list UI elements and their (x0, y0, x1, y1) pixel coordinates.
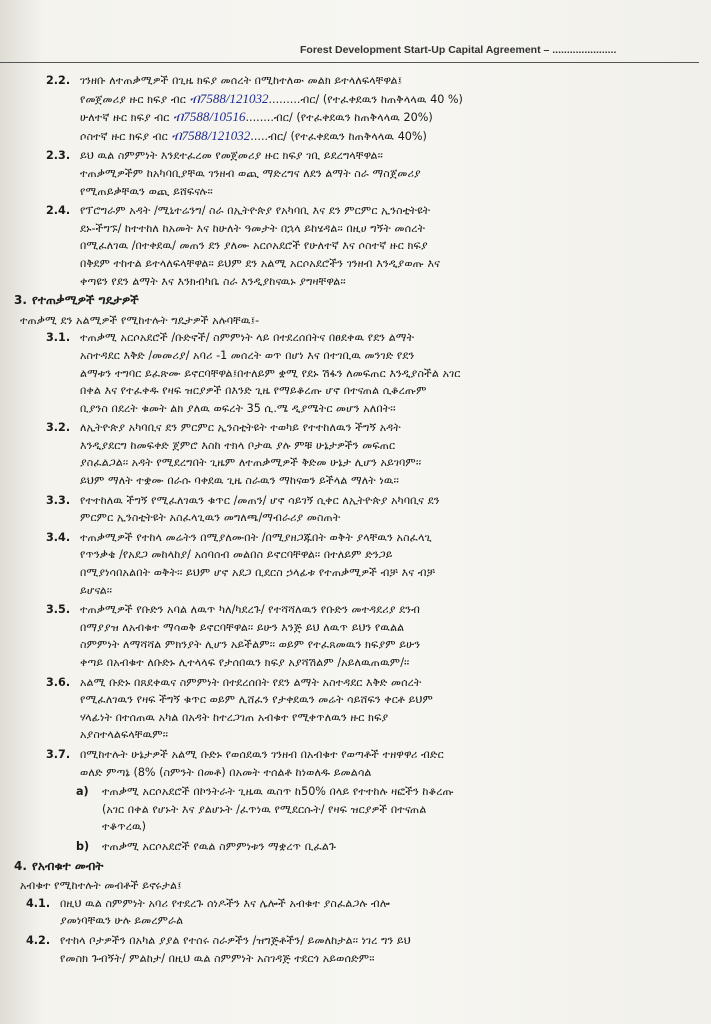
subclause-letter: b) (76, 839, 90, 853)
section-title: የተጠቃሚዎች ግዴታዎች (32, 293, 139, 308)
clause-line: ይህም ማለት ተቋሙ በራሱ ባቀደዉ ጊዜ ስራዉን ማከናወን ይችላል ማለት ነዉ፡፡ (80, 474, 399, 488)
subclause-a (14, 783, 696, 836)
payment-label: ሶስተኛ ዙር ክፍያ ብር (80, 129, 168, 143)
clause-number: 3.6. (46, 675, 71, 689)
clause-line: የፕሮግራም አዳት /ሚኒተሬንግ/ ስራ በኢትዮጵያ የአካባቢ እና ደን ምርምር ኢንስቲትዩት (80, 204, 431, 218)
clause-line: ያመነባቸዉን ሁሉ ይመረምራል (60, 914, 184, 928)
payment-row-1 (80, 90, 696, 109)
clause-number: 3.7. (46, 747, 71, 761)
section-4-heading (14, 858, 696, 876)
section-intro: ተጠቃሚ ደን አልሚዎች የሚከተሉት ግዴታዎች አሉባቸዉ፤- (20, 313, 260, 327)
clause-line: ይሆናል፡፡ (80, 583, 113, 597)
clause-number: 2.4. (46, 204, 71, 218)
clause-line: ተጠቃሚዎች የተከላ መሬትን በሚያለሙበት /በሚያዘጋጁበት ወቅት ያላቸዉን አስፈላጊ (80, 530, 432, 544)
clause-line: ለኢትዮጵያ አካባቢና ደን ምርምር ኢንስቲትዩት ተወካይ የተተከለዉን ችግኝ አዳት (80, 421, 401, 435)
clause-line: የጥንቃቄ /የአደጋ መከላከያ/ አሰባሰብ መልበስ ይኖርባቸዋል፡፡ በተለይም ድንጋይ (80, 548, 393, 562)
clause-line: ሃላፊነት በተሰጠዉ አካል በአዳት ከተረጋገጠ አብቁተ የሚቀጥለዉን ዙር ክፍያ (80, 710, 389, 724)
clause-number: 2.3. (46, 149, 71, 163)
payment-label: ሁለተኛ ዙር ክፍያ ብር (80, 111, 170, 125)
section-number: 4. (14, 858, 27, 873)
clause-3-4 (14, 529, 696, 599)
clause-line: በቀል እና የተፈቀዱ የዛፍ ዝርያዎች በእንድ ጊዜ የማይቆረጡ ሆኖ በተናጠል ሲቆረጡም (80, 384, 427, 398)
clause-number: 3.4. (46, 530, 71, 544)
clause-line: በሚፈለገዉ /በተቀደዉ/ መጠን ደን ያለሙ አርሶአደሮች የሁለተኛ እና ሶስተኛ ዙር ክፍያ (80, 239, 428, 253)
clause-line: ገንዘቡ ለተጠቃሚዎች በጊዜ ክፍያ መሰረት በሚከተለው መልክ ይተላለፍላቸዋል፤ (80, 74, 403, 87)
subclause-letter: a) (76, 785, 89, 799)
clause-number: 4.2. (26, 933, 51, 947)
section-title: የአብቁተ መብት (32, 858, 104, 873)
currency-unit: ብር/ (268, 129, 287, 143)
clause-line: አስተዳደር እቅድ /መመሪያ/ አባሪ -1 መሰረት ወጥ በሆነ እና በተገቢዉ መንገድ የደን (80, 348, 415, 362)
clause-4-1 (14, 895, 696, 930)
payment-row-3 (80, 127, 696, 146)
clause-number: 3.1. (46, 331, 71, 345)
clause-line: ያስፈልጋል፡፡ አዳት የሚደረግበት ጊዜም ለተጠቃሚዎች ቅድመ ሁኔታ ሊሆን አይገባም፡፡ (80, 456, 422, 470)
clause-line: የሚፈለገዉን የዛፍ ችግኝ ቁጥር ወይም ሊሸፈን የታቀደዉን መሬት ሳይሸፍን ቀርቶ ይህም (80, 693, 433, 707)
section-intro: አብቁተ የሚከተሉት መብቶች ይኖሩታል፤ (20, 879, 182, 893)
clause-line: በማያያዝ ለአብቁተ ማሳወቅ ይኖርባቸዋል፡፡ ይሁን እንጅ ይህ ለዉጥ ይህን የዉልል (80, 620, 405, 634)
clause-2-4 (14, 202, 696, 290)
section-3-heading (14, 292, 696, 310)
fill-dots: ..... (250, 129, 269, 143)
clause-line: ቀጣይ በአብቁተ ለቡድኑ ሊተላላፍ የታሰበዉን ክፍያ አያሻሽልም /አይለዉጠዉም/፡፡ (80, 656, 410, 669)
clause-line: ተጠቃሚ አርሶአደሮች የዉል ስምምነቱን ማቋረጥ ቢፈልጉ (102, 839, 337, 853)
clause-number: 3.5. (46, 603, 71, 617)
clause-line: ደኑ-ችግኙ/ ከተተከለ ከአመት እና ከሁለት ዓመታት በኋላ ይከሄዳል፡፡ በዚሀ ግኝት መሰረት (80, 221, 426, 235)
clause-line: እንዲያደርግ ከመፍቀድ ጀምሮ እስከ ተክላ ቦታዉ ያሉ ምቹ ሁኔታዎችን መፍጠር (80, 438, 396, 452)
clause-3-7 (14, 746, 696, 781)
clause-line: በቅደም ተከተል ይተላለፍላቸዋል፡፡ ይህም ደን አልሚ አርሶአደሮችን ገንዘብ እንዲያወጡ እና (80, 256, 441, 270)
clause-line: የመስክ ጉብኝት/ ምልከታ/ በዚህ ዉል ስምምነት አስገዳጅ ተደርጎ አይወሰድም፡፡ (60, 951, 375, 965)
clause-line: በሚያነሳበአልበት ወቅት፡፡ ይህም ሆኖ አደጋ ቢደርስ ኃላፊቱ የተጠቃሚዎች ብቻ እና ብቻ (80, 566, 436, 580)
section-number: 3. (14, 293, 27, 308)
clause-line: የተከላ ቦታዎችን በአካል ያያል የተሰሩ ስራዎችን /ዝግጅቶችን/ ይመለከታል፡፡ ነገረ ግን ይህ (60, 933, 411, 947)
page-header: Forest Development Start-Up Capital Agreement – ...................... (300, 44, 617, 56)
clause-4-2 (14, 932, 696, 967)
currency-unit: ብር/ (300, 92, 320, 106)
clause-line: ስምምነት ለማሻሻል ምክንያት ሊሆን አይችልም፡፡ ወይም የተፈጸመዉን ክፍያም ይሁን (80, 638, 421, 652)
clause-line: ምርምር ኢንስቲትዩት አስፈላጊዉን መግለጫ/ማብራሪያ መስጠት (80, 511, 341, 525)
handwritten-amount: ብ7588/121032 (171, 127, 251, 143)
clause-line: ይህ ዉል ስምምነት እንደተፈረመ የመጀመሪያ ዙር ክፍያ ገቢ ይደረግላቸዋል፡፡ (80, 149, 383, 163)
payment-note: (የተፈቀደዉን ከጠቅላላዉ 40%) (290, 129, 427, 143)
clause-line: አያስተላልፍላቸዉም፡፡ (80, 728, 169, 742)
clause-line: የሚጠይቃቸዉን ወጪ ይሸፍናሉ፡፡ (80, 184, 213, 198)
clause-line: ተጠቃሚዎች የቡድን አባል ለዉጥ ካለ/ካደረጉ/ የተሻሻለዉን የቡድን መተዳደሪያ ደንብ (80, 603, 420, 617)
payment-row-2 (80, 108, 696, 127)
clause-line: ልማቱን ተግባር ይፈጽሙ ይኖርባቸዋል፤በተለይም ቋሚ የደኑ ሽፋን ለመፍጠር እንዲያስችል አገር (80, 366, 461, 380)
clause-line: ተጠቃሚ አርሶአደሮች በኮንትራት ጊዜዉ ዉስጥ ከ50% በላይ የተተከሉ ዛፎችን ከቆረጡ (102, 785, 454, 799)
clause-line: አልሚ ቡድኑ በጸደቀዉና ስምምነት በተደረሰበት የደን ልማት አስተዳደር እቅድ መሰረት (80, 675, 422, 689)
clause-number: 3.3. (46, 493, 71, 507)
subclause-b (14, 838, 696, 856)
clause-3-5 (14, 601, 696, 671)
clause-line: ወለድ ምጣኔ (8% (ስምንት በመቶ) በአመት ተሰልቶ ከነወለዱ ይመልሳል (80, 765, 372, 779)
clause-3-6 (14, 674, 696, 744)
clause-line: የተተከለዉ ችግኝ የሚፈለገዉን ቁጥር /መጠን/ ሆኖ ሳይገኝ ሲቀር ለኢትዮጵያ አካባቢና ደን (80, 493, 440, 507)
clause-line: ተጠቃሚ አርሶአደሮች /ቡድኖች/ ስምምነት ላይ በተደረሰበትና በፀደቀዉ የደን ልማት (80, 331, 415, 345)
clause-3-3 (14, 492, 696, 527)
clause-line: (አገር በቀል የሆኑት እና ያልሆኑት /ፈጥነዉ የሚደርሱት/ የዛፍ ዝርያዎች በተናጠል (102, 802, 427, 816)
clause-number: 3.2. (46, 421, 71, 435)
clause-line: በዚህ ዉል ስምምነት አባሪ የተደረጉ ሰነዶችን እና ሌሎች አብቁተ ያስፈልጋሉ ብሎ (60, 896, 390, 910)
handwritten-amount: ብ7588/121032 (189, 90, 269, 106)
clause-line: ቢያንስ በደረት ቁመት ልክ ያለዉ ወፍረት 35 ሲ.ሜ ዲያሜትር መሆን አለበት፡፡ (80, 401, 396, 415)
clause-line: ተቆጥረዉ) (102, 820, 147, 834)
clause-line: ተጠቃሚዎችም ከአካባቢያቸዉ ገንዘብ ወጪ ማድረግና ለደን ልማት ስራ ማስጀመሪያ (80, 166, 421, 180)
clause-number: 4.1. (26, 896, 51, 910)
payment-note: (የተፈቀደዉን ከጠቅላላዉ 20%) (296, 111, 433, 125)
document-body (14, 72, 696, 969)
clause-2-3 (14, 147, 696, 200)
fill-dots: ......... (268, 92, 301, 106)
clause-line: በሚከተሉት ሁኔታዎች አልሚ ቡድኑ የወሰደዉን ገንዘብ በአብቁተ የወጣቶች ተዘዋዋሪ ብድር (80, 747, 444, 761)
clause-3-1 (14, 329, 696, 417)
clause-number: 2.2. (46, 74, 71, 87)
fill-dots: ........ (245, 111, 274, 125)
currency-unit: ብር/ (273, 111, 293, 125)
clause-line: ቀጣዩን የደን ልማት እና እንክብካቤ ስራ እንዲያከናዉኑ ያግዛቸዋል፡፡ (80, 274, 346, 288)
payment-note: (የተፈቀደዉን ከጠቅላላዉ 40 %) (322, 92, 463, 106)
payment-label: የመጀመሪያ ዙር ክፍያ ብር (80, 92, 186, 106)
header-rule (0, 62, 699, 63)
clause-2-2 (14, 72, 696, 145)
clause-3-2 (14, 419, 696, 489)
handwritten-amount: ብ7588/10516 (173, 109, 246, 125)
